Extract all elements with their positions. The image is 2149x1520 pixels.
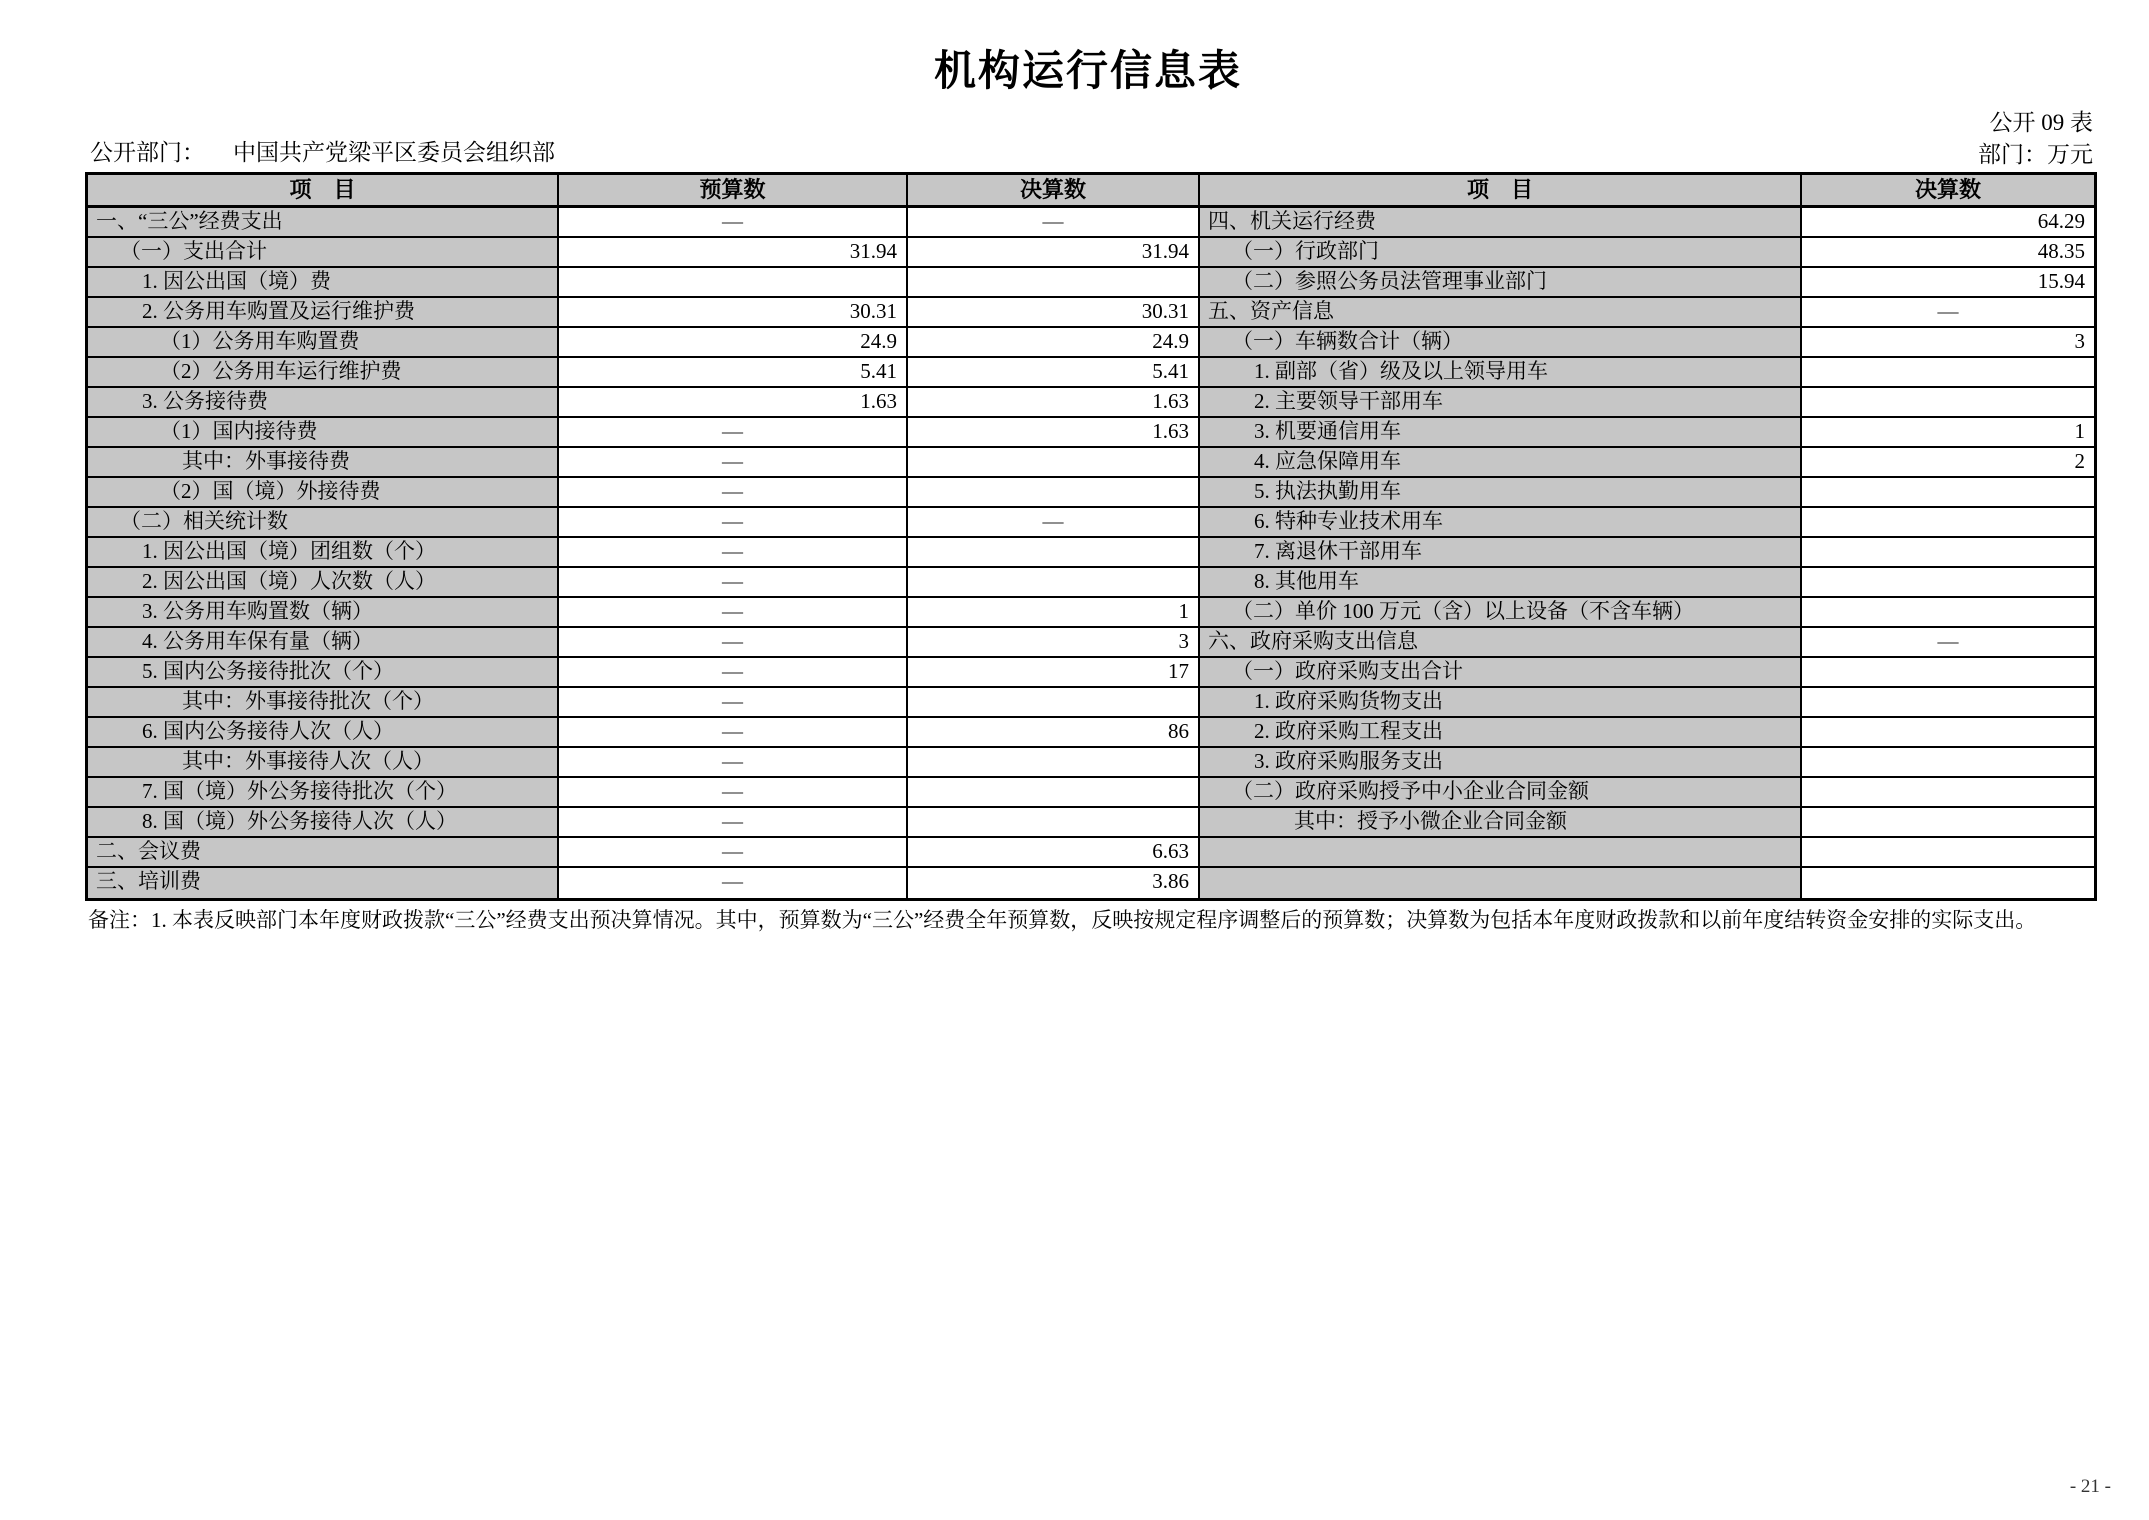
final-value — [908, 448, 1200, 478]
final-value: 3.86 — [908, 868, 1200, 898]
budget-value: — — [559, 808, 908, 838]
final-value — [908, 268, 1200, 298]
budget-value: — — [559, 868, 908, 898]
item-label-empty — [1200, 868, 1802, 898]
budget-value: 30.31 — [559, 298, 908, 328]
item-label: 五、资产信息 — [1200, 298, 1802, 328]
final-value — [1802, 748, 2094, 778]
final-value — [1802, 808, 2094, 838]
item-label: 1. 政府采购货物支出 — [1200, 688, 1802, 718]
item-label: 其中：授予小微企业合同金额 — [1200, 808, 1802, 838]
item-label: 7. 国（境）外公务接待批次（个） — [88, 778, 559, 808]
final-value — [1802, 598, 2094, 628]
department-label: 公开部门： — [90, 140, 205, 165]
budget-value: — — [559, 598, 908, 628]
final-value — [1802, 688, 2094, 718]
final-value — [908, 748, 1200, 778]
department-value: 中国共产党梁平区委员会组织部 — [233, 140, 555, 165]
final-value: 24.9 — [908, 328, 1200, 358]
budget-value: — — [559, 508, 908, 538]
page-number: - 21 - — [2069, 1476, 2111, 1497]
item-label: （1）国内接待费 — [88, 418, 559, 448]
final-value: — — [908, 208, 1200, 238]
budget-value — [559, 268, 908, 298]
item-label: （一）车辆数合计（辆） — [1200, 328, 1802, 358]
item-label: （一）政府采购支出合计 — [1200, 658, 1802, 688]
item-label: 二、会议费 — [88, 838, 559, 868]
budget-value: — — [559, 208, 908, 238]
final-value: 48.35 — [1802, 238, 2094, 268]
item-label: （一）支出合计 — [88, 238, 559, 268]
final-value — [908, 478, 1200, 508]
item-label: 7. 离退休干部用车 — [1200, 538, 1802, 568]
header-item-left: 项 目 — [88, 175, 559, 208]
final-value — [908, 778, 1200, 808]
item-label: （2）国（境）外接待费 — [88, 478, 559, 508]
item-label: （1）公务用车购置费 — [88, 328, 559, 358]
item-label: 2. 公务用车购置及运行维护费 — [88, 298, 559, 328]
item-label: 3. 公务用车购置数（辆） — [88, 598, 559, 628]
final-value: 15.94 — [1802, 268, 2094, 298]
final-value: 1 — [1802, 418, 2094, 448]
item-label: 2. 主要领导干部用车 — [1200, 388, 1802, 418]
final-value — [908, 568, 1200, 598]
item-label: （二）单价 100 万元（含）以上设备（不含车辆） — [1200, 598, 1802, 628]
final-value: 1 — [908, 598, 1200, 628]
budget-value: — — [559, 628, 908, 658]
item-label: 其中：外事接待费 — [88, 448, 559, 478]
final-value — [1802, 538, 2094, 568]
final-value: 86 — [908, 718, 1200, 748]
item-label: 6. 国内公务接待人次（人） — [88, 718, 559, 748]
item-label-empty — [1200, 838, 1802, 868]
budget-value: — — [559, 418, 908, 448]
department-line — [90, 134, 555, 167]
header-final-right: 决算数 — [1802, 175, 2094, 208]
budget-value: — — [559, 778, 908, 808]
item-label: 3. 机要通信用车 — [1200, 418, 1802, 448]
page-title: 机构运行信息表 — [933, 49, 1242, 95]
item-label: 其中：外事接待批次（个） — [88, 688, 559, 718]
final-value: 1.63 — [908, 388, 1200, 418]
budget-value: — — [559, 838, 908, 868]
budget-value: 5.41 — [559, 358, 908, 388]
final-value: 17 — [908, 658, 1200, 688]
final-value: 31.94 — [908, 238, 1200, 268]
final-value — [908, 688, 1200, 718]
final-value — [1802, 778, 2094, 808]
budget-value: — — [559, 718, 908, 748]
final-value — [1802, 388, 2094, 418]
final-value — [908, 538, 1200, 568]
final-value: 64.29 — [1802, 208, 2094, 238]
final-value — [1802, 568, 2094, 598]
item-label: 3. 公务接待费 — [88, 388, 559, 418]
budget-value: — — [559, 748, 908, 778]
final-value: — — [1802, 628, 2094, 658]
item-label: 5. 执法执勤用车 — [1200, 478, 1802, 508]
item-label: （二）相关统计数 — [88, 508, 559, 538]
item-label: 4. 公务用车保有量（辆） — [88, 628, 559, 658]
final-value — [908, 808, 1200, 838]
item-label: 四、机关运行经费 — [1200, 208, 1802, 238]
item-label: 8. 其他用车 — [1200, 568, 1802, 598]
item-label: 其中：外事接待人次（人） — [88, 748, 559, 778]
item-label: 1. 因公出国（境）团组数（个） — [88, 538, 559, 568]
final-value: 3 — [1802, 328, 2094, 358]
final-value: 5.41 — [908, 358, 1200, 388]
final-value — [1802, 478, 2094, 508]
budget-value: — — [559, 478, 908, 508]
header-budget: 预算数 — [559, 175, 908, 208]
item-label: 六、政府采购支出信息 — [1200, 628, 1802, 658]
item-label: （一）行政部门 — [1200, 238, 1802, 268]
budget-value: 24.9 — [559, 328, 908, 358]
item-label: 8. 国（境）外公务接待人次（人） — [88, 808, 559, 838]
final-value — [1802, 358, 2094, 388]
item-label: （2）公务用车运行维护费 — [88, 358, 559, 388]
final-value — [1802, 508, 2094, 538]
item-label: （二）政府采购授予中小企业合同金额 — [1200, 778, 1802, 808]
budget-value: — — [559, 538, 908, 568]
final-value: — — [1802, 298, 2094, 328]
table-code: 公开 09 表 — [1989, 110, 2093, 135]
budget-value: 1.63 — [559, 388, 908, 418]
item-label: 三、培训费 — [88, 868, 559, 898]
header-final-left: 决算数 — [908, 175, 1200, 208]
item-label: 4. 应急保障用车 — [1200, 448, 1802, 478]
budget-value: 31.94 — [559, 238, 908, 268]
item-label: 3. 政府采购服务支出 — [1200, 748, 1802, 778]
final-value-empty — [1802, 838, 2094, 868]
info-table — [85, 172, 2097, 901]
item-label: 1. 副部（省）级及以上领导用车 — [1200, 358, 1802, 388]
item-label: 5. 国内公务接待批次（个） — [88, 658, 559, 688]
budget-value: — — [559, 448, 908, 478]
final-value: 3 — [908, 628, 1200, 658]
item-label: 一、“三公”经费支出 — [88, 208, 559, 238]
budget-value: — — [559, 688, 908, 718]
final-value-empty — [1802, 868, 2094, 898]
final-value: 6.63 — [908, 838, 1200, 868]
final-value — [1802, 718, 2094, 748]
item-label: 2. 政府采购工程支出 — [1200, 718, 1802, 748]
footnote: 备注：1. 本表反映部门本年度财政拨款“三公”经费支出预决算情况。其中，预算数为“三公”经费全年预算数，反映按规定程序调整后的预算数；决算数为包括本年度财政拨款和以前年度结转资金安排的实际支出。 — [88, 908, 2037, 932]
final-value: 30.31 — [908, 298, 1200, 328]
item-label: 6. 特种专业技术用车 — [1200, 508, 1802, 538]
budget-value: — — [559, 568, 908, 598]
unit-label: 部门：万元 — [1978, 142, 2093, 167]
item-label: 1. 因公出国（境）费 — [88, 268, 559, 298]
item-label: 2. 因公出国（境）人次数（人） — [88, 568, 559, 598]
final-value: 2 — [1802, 448, 2094, 478]
final-value — [1802, 658, 2094, 688]
budget-value: — — [559, 658, 908, 688]
header-item-right: 项 目 — [1200, 175, 1802, 208]
final-value: — — [908, 508, 1200, 538]
final-value: 1.63 — [908, 418, 1200, 448]
item-label: （二）参照公务员法管理事业部门 — [1200, 268, 1802, 298]
